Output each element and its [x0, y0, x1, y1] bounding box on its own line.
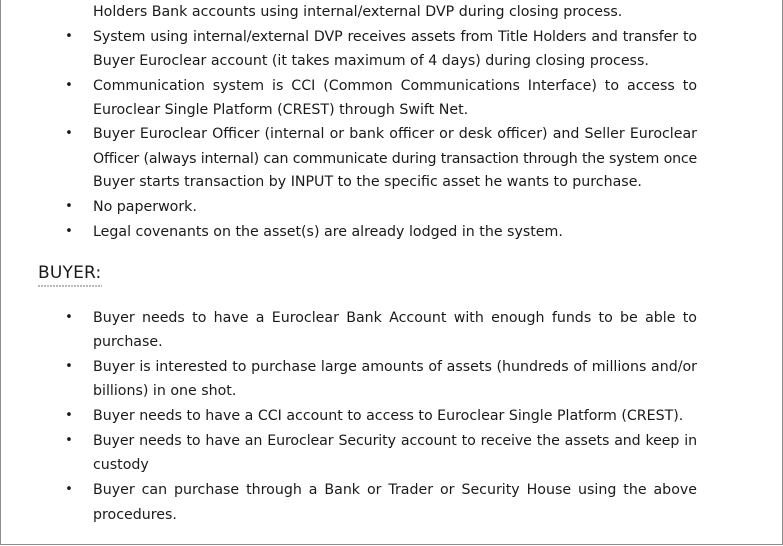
- bullet-icon: •: [65, 199, 73, 214]
- bullet-icon: •: [65, 78, 73, 93]
- list-item-line: Euroclear Single Platform (CREST) through Swift Net.: [93, 102, 469, 118]
- bullet-icon: •: [65, 408, 73, 423]
- bullet-icon: •: [65, 126, 73, 141]
- list-item-line: System using internal/external DVP receives assets from Title Holders and transfer to: [93, 29, 697, 45]
- continuation-line: Holders Bank accounts using internal/external DVP during closing process.: [93, 4, 623, 20]
- list-item-line: billions) in one shot.: [93, 383, 237, 399]
- list-item-line: Communication system is CCI (Common Communications Interface) to access to: [93, 78, 697, 94]
- bullet-icon: •: [65, 482, 73, 497]
- list-item-line: Legal covenants on the asset(s) are already lodged in the system.: [93, 224, 563, 240]
- heading-underline: [38, 285, 102, 287]
- list-item-line: No paperwork.: [93, 199, 197, 215]
- bullet-icon: •: [65, 224, 73, 239]
- bullet-icon: •: [65, 359, 73, 374]
- list-item-line: Officer (always internal) can communicate during transaction through the system once: [93, 151, 697, 167]
- list-item-line: Buyer Euroclear Officer (internal or bank officer or desk officer) and Seller Euroclear: [93, 126, 697, 142]
- bullet-icon: •: [65, 433, 73, 448]
- list-item-line: Buyer needs to have a CCI account to access to Euroclear Single Platform (CREST).: [93, 408, 684, 424]
- bullet-icon: •: [65, 29, 73, 44]
- bullet-icon: •: [65, 310, 73, 325]
- list-item-line: purchase.: [93, 334, 163, 350]
- list-item-line: Buyer needs to have a Euroclear Bank Account with enough funds to be able to: [93, 310, 697, 326]
- list-item-line: Buyer is interested to purchase large amounts of assets (hundreds of millions and/or: [93, 359, 697, 375]
- list-item-line: Buyer can purchase through a Bank or Trader or Security House using the above: [93, 482, 697, 498]
- list-item-line: Buyer needs to have an Euroclear Security account to receive the assets and keep in: [93, 433, 697, 449]
- list-item-line: Buyer starts transaction by INPUT to the specific asset he wants to purchase.: [93, 174, 642, 190]
- list-item-line: procedures.: [93, 507, 177, 523]
- list-item-line: custody: [93, 457, 149, 473]
- buyer-heading: BUYER:: [38, 263, 102, 283]
- list-item-line: Buyer Euroclear account (it takes maximum of 4 days) during closing process.: [93, 53, 649, 69]
